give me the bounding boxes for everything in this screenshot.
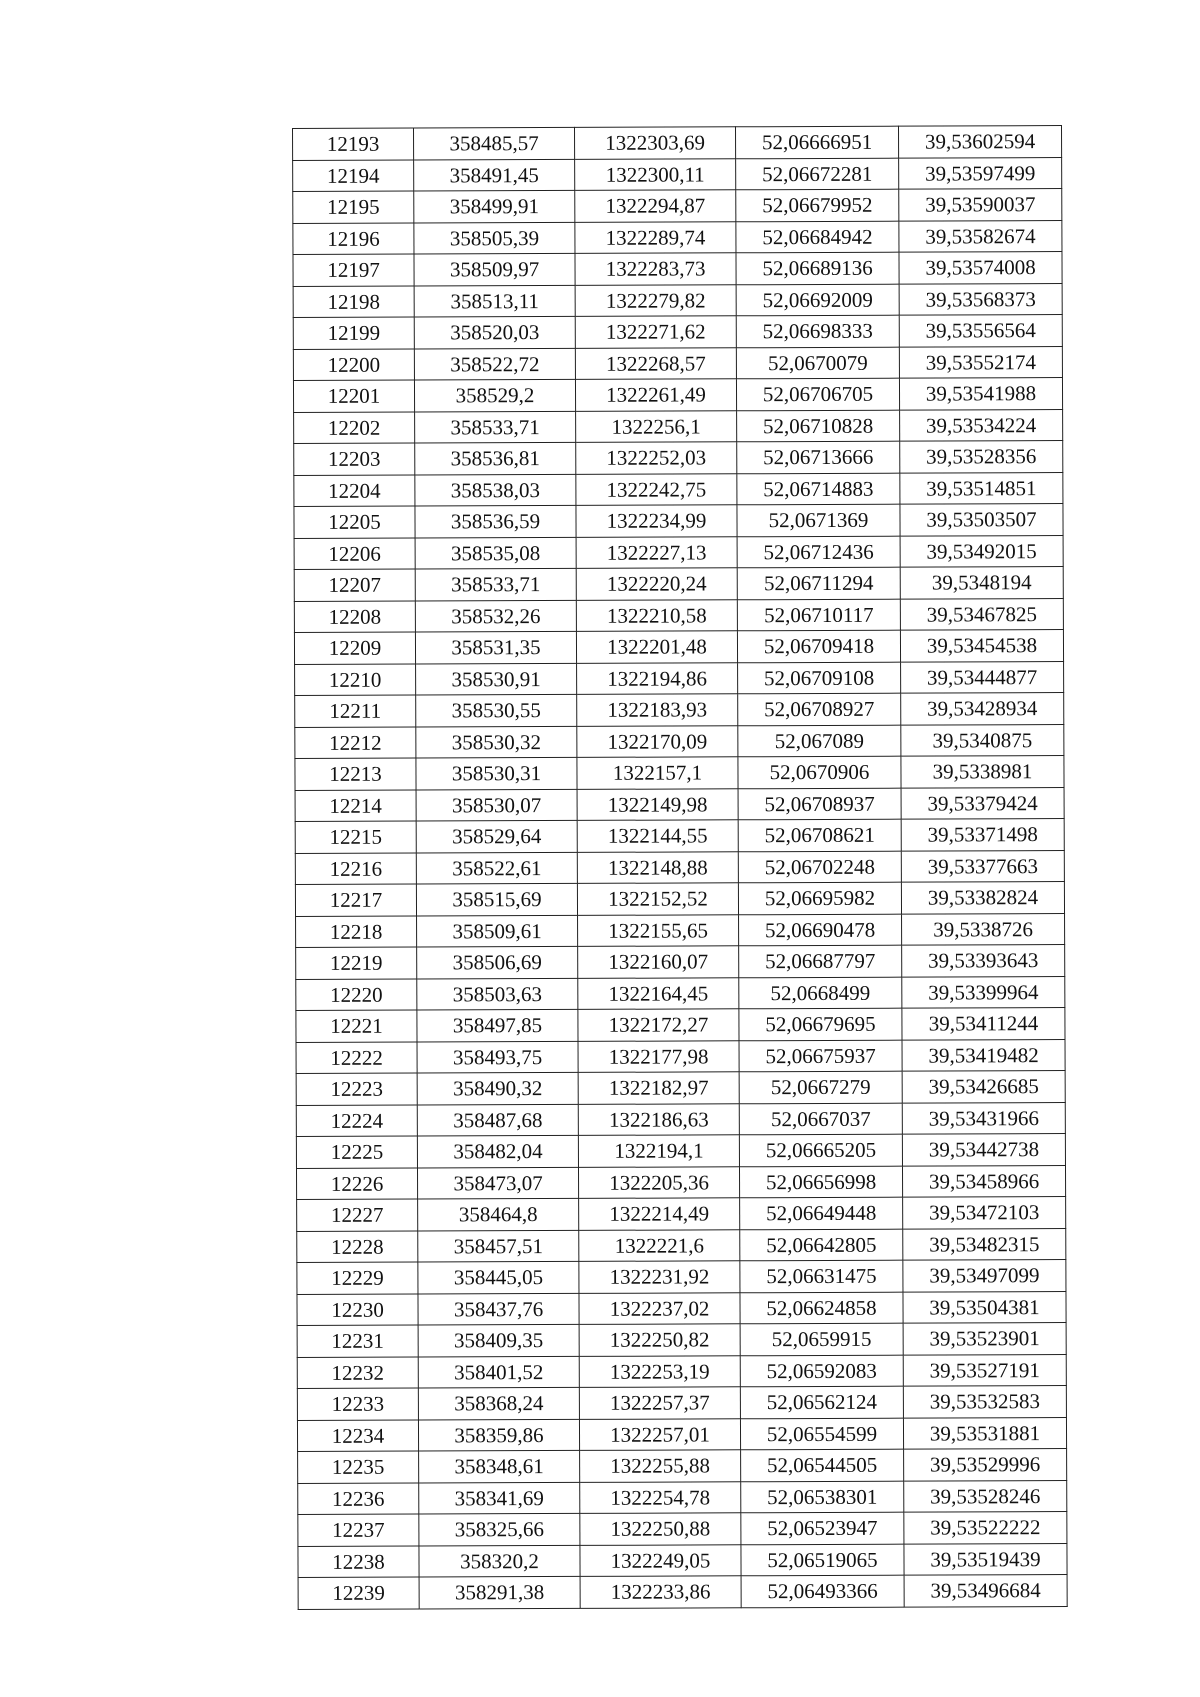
latitude-cell: 52,06710117 bbox=[737, 599, 900, 631]
latitude-cell: 52,06538301 bbox=[741, 1481, 904, 1513]
x-coordinate-cell: 358506,69 bbox=[417, 946, 578, 978]
point-number-cell: 12227 bbox=[297, 1199, 418, 1231]
longitude-cell: 39,53597499 bbox=[899, 157, 1062, 189]
latitude-cell: 52,06692009 bbox=[736, 284, 899, 316]
x-coordinate-cell: 358437,76 bbox=[418, 1293, 579, 1325]
y-coordinate-cell: 1322233,86 bbox=[580, 1576, 741, 1608]
point-number-cell: 12194 bbox=[293, 160, 414, 192]
point-number-cell: 12209 bbox=[294, 632, 415, 664]
table-row bbox=[295, 693, 1064, 727]
table-row bbox=[298, 1512, 1067, 1546]
x-coordinate-cell: 358497,85 bbox=[417, 1009, 578, 1041]
table-row bbox=[293, 346, 1062, 380]
y-coordinate-cell: 1322279,82 bbox=[575, 284, 736, 316]
x-coordinate-cell: 358368,24 bbox=[418, 1387, 579, 1419]
point-number-cell: 12230 bbox=[297, 1294, 418, 1326]
x-coordinate-cell: 358291,38 bbox=[419, 1576, 580, 1608]
longitude-cell: 39,53419482 bbox=[902, 1039, 1065, 1071]
x-coordinate-cell: 358530,91 bbox=[416, 663, 577, 695]
y-coordinate-cell: 1322250,82 bbox=[579, 1324, 740, 1356]
y-coordinate-cell: 1322170,09 bbox=[577, 725, 738, 757]
table-row bbox=[297, 1386, 1066, 1420]
longitude-cell: 39,53379424 bbox=[901, 787, 1064, 819]
table-row bbox=[296, 1039, 1065, 1073]
point-number-cell: 12207 bbox=[294, 569, 415, 601]
x-coordinate-cell: 358320,2 bbox=[419, 1545, 580, 1577]
longitude-cell: 39,53528246 bbox=[904, 1480, 1067, 1512]
longitude-cell: 39,53492015 bbox=[900, 535, 1063, 567]
y-coordinate-cell: 1322227,13 bbox=[576, 536, 737, 568]
y-coordinate-cell: 1322201,48 bbox=[576, 631, 737, 663]
latitude-cell: 52,0668499 bbox=[739, 977, 902, 1009]
y-coordinate-cell: 1322231,92 bbox=[579, 1261, 740, 1293]
latitude-cell: 52,06631475 bbox=[740, 1260, 903, 1292]
y-coordinate-cell: 1322254,78 bbox=[580, 1481, 741, 1513]
point-number-cell: 12211 bbox=[295, 695, 416, 727]
table-row bbox=[298, 1543, 1067, 1577]
y-coordinate-cell: 1322148,88 bbox=[577, 851, 738, 883]
point-number-cell: 12222 bbox=[296, 1042, 417, 1074]
y-coordinate-cell: 1322255,88 bbox=[580, 1450, 741, 1482]
longitude-cell: 39,5338726 bbox=[902, 913, 1065, 945]
x-coordinate-cell: 358348,61 bbox=[419, 1450, 580, 1482]
y-coordinate-cell: 1322253,19 bbox=[579, 1355, 740, 1387]
latitude-cell: 52,06624858 bbox=[740, 1292, 903, 1324]
longitude-cell: 39,53532583 bbox=[903, 1386, 1066, 1418]
longitude-cell: 39,53556564 bbox=[899, 315, 1062, 347]
y-coordinate-cell: 1322155,65 bbox=[578, 914, 739, 946]
point-number-cell: 12221 bbox=[296, 1010, 417, 1042]
point-number-cell: 12223 bbox=[296, 1073, 417, 1105]
y-coordinate-cell: 1322160,07 bbox=[578, 946, 739, 978]
table-row bbox=[296, 913, 1065, 947]
latitude-cell: 52,06665205 bbox=[739, 1134, 902, 1166]
y-coordinate-cell: 1322157,1 bbox=[577, 757, 738, 789]
table-row bbox=[295, 724, 1064, 758]
longitude-cell: 39,53467825 bbox=[900, 598, 1063, 630]
table-row bbox=[294, 472, 1063, 506]
latitude-cell: 52,06690478 bbox=[739, 914, 902, 946]
table-row bbox=[296, 945, 1065, 979]
table-row bbox=[293, 220, 1062, 254]
y-coordinate-cell: 1322172,27 bbox=[578, 1009, 739, 1041]
longitude-cell: 39,5338981 bbox=[901, 756, 1064, 788]
x-coordinate-cell: 358409,35 bbox=[418, 1324, 579, 1356]
y-coordinate-cell: 1322183,93 bbox=[577, 694, 738, 726]
point-number-cell: 12235 bbox=[298, 1451, 419, 1483]
x-coordinate-cell: 358503,63 bbox=[417, 978, 578, 1010]
longitude-cell: 39,53503507 bbox=[900, 504, 1063, 536]
longitude-cell: 39,53399964 bbox=[902, 976, 1065, 1008]
x-coordinate-cell: 358530,31 bbox=[416, 757, 577, 789]
x-coordinate-cell: 358538,03 bbox=[415, 474, 576, 506]
longitude-cell: 39,53527191 bbox=[903, 1354, 1066, 1386]
table-row bbox=[298, 1575, 1067, 1609]
x-coordinate-cell: 358325,66 bbox=[419, 1513, 580, 1545]
table-row bbox=[296, 1071, 1065, 1105]
latitude-cell: 52,06519065 bbox=[741, 1544, 904, 1576]
latitude-cell: 52,06679952 bbox=[736, 189, 899, 221]
longitude-cell: 39,53528356 bbox=[900, 441, 1063, 473]
longitude-cell: 39,53426685 bbox=[902, 1071, 1065, 1103]
x-coordinate-cell: 358457,51 bbox=[418, 1230, 579, 1262]
x-coordinate-cell: 358520,03 bbox=[414, 316, 575, 348]
point-number-cell: 12226 bbox=[296, 1168, 417, 1200]
y-coordinate-cell: 1322283,73 bbox=[575, 253, 736, 285]
y-coordinate-cell: 1322289,74 bbox=[575, 221, 736, 253]
table-body bbox=[293, 126, 1068, 1609]
x-coordinate-cell: 358505,39 bbox=[414, 222, 575, 254]
longitude-cell: 39,53602594 bbox=[898, 126, 1061, 158]
point-number-cell: 12206 bbox=[294, 538, 415, 570]
latitude-cell: 52,06493366 bbox=[741, 1575, 904, 1607]
longitude-cell: 39,53504381 bbox=[903, 1291, 1066, 1323]
latitude-cell: 52,06710828 bbox=[737, 410, 900, 442]
table-row bbox=[297, 1197, 1066, 1231]
longitude-cell: 39,53482315 bbox=[903, 1228, 1066, 1260]
y-coordinate-cell: 1322252,03 bbox=[576, 442, 737, 474]
latitude-cell: 52,06687797 bbox=[739, 945, 902, 977]
table-row bbox=[293, 378, 1062, 412]
point-number-cell: 12210 bbox=[295, 664, 416, 696]
table-row bbox=[294, 504, 1063, 538]
table-row bbox=[297, 1260, 1066, 1294]
table-row bbox=[296, 1102, 1065, 1136]
latitude-cell: 52,0659915 bbox=[740, 1323, 903, 1355]
table-row bbox=[294, 441, 1063, 475]
latitude-cell: 52,06713666 bbox=[737, 441, 900, 473]
point-number-cell: 12224 bbox=[296, 1105, 417, 1137]
x-coordinate-cell: 358530,32 bbox=[416, 726, 577, 758]
longitude-cell: 39,5340875 bbox=[901, 724, 1064, 756]
table-row bbox=[295, 756, 1064, 790]
point-number-cell: 12195 bbox=[293, 191, 414, 223]
table-row bbox=[294, 567, 1063, 601]
longitude-cell: 39,53534224 bbox=[900, 409, 1063, 441]
longitude-cell: 39,53411244 bbox=[902, 1008, 1065, 1040]
latitude-cell: 52,0670079 bbox=[736, 347, 899, 379]
y-coordinate-cell: 1322271,62 bbox=[575, 316, 736, 348]
point-number-cell: 12229 bbox=[297, 1262, 418, 1294]
coordinates-table bbox=[292, 125, 1068, 1609]
latitude-cell: 52,0667279 bbox=[739, 1071, 902, 1103]
x-coordinate-cell: 358493,75 bbox=[417, 1041, 578, 1073]
y-coordinate-cell: 1322164,45 bbox=[578, 977, 739, 1009]
point-number-cell: 12225 bbox=[296, 1136, 417, 1168]
y-coordinate-cell: 1322256,1 bbox=[576, 410, 737, 442]
y-coordinate-cell: 1322144,55 bbox=[577, 820, 738, 852]
longitude-cell: 39,53496684 bbox=[904, 1575, 1067, 1607]
point-number-cell: 12220 bbox=[296, 979, 417, 1011]
y-coordinate-cell: 1322221,6 bbox=[579, 1229, 740, 1261]
point-number-cell: 12232 bbox=[297, 1357, 418, 1389]
point-number-cell: 12234 bbox=[297, 1420, 418, 1452]
point-number-cell: 12205 bbox=[294, 506, 415, 538]
x-coordinate-cell: 358445,05 bbox=[418, 1261, 579, 1293]
longitude-cell: 39,53382824 bbox=[901, 882, 1064, 914]
point-number-cell: 12197 bbox=[293, 254, 414, 286]
table-row bbox=[296, 976, 1065, 1010]
y-coordinate-cell: 1322214,49 bbox=[579, 1198, 740, 1230]
y-coordinate-cell: 1322149,98 bbox=[577, 788, 738, 820]
table-row bbox=[294, 630, 1063, 664]
latitude-cell: 52,06642805 bbox=[740, 1229, 903, 1261]
table-row bbox=[293, 126, 1062, 160]
longitude-cell: 39,53522222 bbox=[904, 1512, 1067, 1544]
x-coordinate-cell: 358401,52 bbox=[418, 1356, 579, 1388]
table-row bbox=[294, 598, 1063, 632]
x-coordinate-cell: 358491,45 bbox=[414, 159, 575, 191]
y-coordinate-cell: 1322303,69 bbox=[574, 127, 735, 159]
point-number-cell: 12214 bbox=[295, 790, 416, 822]
x-coordinate-cell: 358533,71 bbox=[415, 411, 576, 443]
longitude-cell: 39,53590037 bbox=[899, 189, 1062, 221]
table-row bbox=[294, 535, 1063, 569]
latitude-cell: 52,067089 bbox=[738, 725, 901, 757]
table-row bbox=[295, 787, 1064, 821]
point-number-cell: 12239 bbox=[298, 1577, 419, 1609]
x-coordinate-cell: 358473,07 bbox=[417, 1167, 578, 1199]
latitude-cell: 52,0670906 bbox=[738, 756, 901, 788]
point-number-cell: 12216 bbox=[295, 853, 416, 885]
latitude-cell: 52,06695982 bbox=[738, 882, 901, 914]
point-number-cell: 12238 bbox=[298, 1546, 419, 1578]
y-coordinate-cell: 1322237,02 bbox=[579, 1292, 740, 1324]
latitude-cell: 52,0671369 bbox=[737, 504, 900, 536]
x-coordinate-cell: 358530,55 bbox=[416, 694, 577, 726]
latitude-cell: 52,06554599 bbox=[740, 1418, 903, 1450]
y-coordinate-cell: 1322182,97 bbox=[578, 1072, 739, 1104]
y-coordinate-cell: 1322242,75 bbox=[576, 473, 737, 505]
latitude-cell: 52,06711294 bbox=[737, 567, 900, 599]
table-row bbox=[296, 1134, 1065, 1168]
longitude-cell: 39,5348194 bbox=[900, 567, 1063, 599]
x-coordinate-cell: 358533,71 bbox=[415, 568, 576, 600]
latitude-cell: 52,06679695 bbox=[739, 1008, 902, 1040]
latitude-cell: 52,06709418 bbox=[737, 630, 900, 662]
table-row bbox=[294, 409, 1063, 443]
y-coordinate-cell: 1322210,58 bbox=[576, 599, 737, 631]
table-row bbox=[293, 315, 1062, 349]
y-coordinate-cell: 1322205,36 bbox=[578, 1166, 739, 1198]
x-coordinate-cell: 358529,2 bbox=[414, 379, 575, 411]
table-row bbox=[295, 850, 1064, 884]
longitude-cell: 39,53568373 bbox=[899, 283, 1062, 315]
point-number-cell: 12217 bbox=[295, 884, 416, 916]
latitude-cell: 52,06698333 bbox=[736, 315, 899, 347]
latitude-cell: 52,06666951 bbox=[735, 126, 898, 158]
point-number-cell: 12231 bbox=[297, 1325, 418, 1357]
latitude-cell: 52,06708927 bbox=[738, 693, 901, 725]
longitude-cell: 39,53371498 bbox=[901, 819, 1064, 851]
latitude-cell: 52,06708621 bbox=[738, 819, 901, 851]
point-number-cell: 12233 bbox=[297, 1388, 418, 1420]
latitude-cell: 52,06709108 bbox=[738, 662, 901, 694]
x-coordinate-cell: 358536,59 bbox=[415, 505, 576, 537]
longitude-cell: 39,53458966 bbox=[902, 1165, 1065, 1197]
x-coordinate-cell: 358482,04 bbox=[417, 1135, 578, 1167]
x-coordinate-cell: 358359,86 bbox=[418, 1419, 579, 1451]
latitude-cell: 52,06544505 bbox=[741, 1449, 904, 1481]
point-number-cell: 12202 bbox=[294, 412, 415, 444]
latitude-cell: 52,06706705 bbox=[736, 378, 899, 410]
longitude-cell: 39,53552174 bbox=[899, 346, 1062, 378]
longitude-cell: 39,53472103 bbox=[903, 1197, 1066, 1229]
point-number-cell: 12237 bbox=[298, 1514, 419, 1546]
x-coordinate-cell: 358513,11 bbox=[414, 285, 575, 317]
y-coordinate-cell: 1322186,63 bbox=[578, 1103, 739, 1135]
table-row bbox=[297, 1354, 1066, 1388]
table-row bbox=[296, 1165, 1065, 1199]
point-number-cell: 12200 bbox=[293, 349, 414, 381]
longitude-cell: 39,53531881 bbox=[903, 1417, 1066, 1449]
latitude-cell: 52,06649448 bbox=[740, 1197, 903, 1229]
table-row bbox=[297, 1228, 1066, 1262]
longitude-cell: 39,53454538 bbox=[900, 630, 1063, 662]
point-number-cell: 12208 bbox=[294, 601, 415, 633]
table-row bbox=[295, 661, 1064, 695]
point-number-cell: 12228 bbox=[297, 1231, 418, 1263]
x-coordinate-cell: 358490,32 bbox=[417, 1072, 578, 1104]
latitude-cell: 52,06712436 bbox=[737, 536, 900, 568]
x-coordinate-cell: 358509,97 bbox=[414, 253, 575, 285]
longitude-cell: 39,53529996 bbox=[904, 1449, 1067, 1481]
point-number-cell: 12201 bbox=[293, 380, 414, 412]
longitude-cell: 39,53444877 bbox=[901, 661, 1064, 693]
y-coordinate-cell: 1322177,98 bbox=[578, 1040, 739, 1072]
y-coordinate-cell: 1322257,01 bbox=[579, 1418, 740, 1450]
table-row bbox=[296, 1008, 1065, 1042]
latitude-cell: 52,06702248 bbox=[738, 851, 901, 883]
table-row bbox=[293, 252, 1062, 286]
point-number-cell: 12196 bbox=[293, 223, 414, 255]
longitude-cell: 39,53514851 bbox=[900, 472, 1063, 504]
x-coordinate-cell: 358529,64 bbox=[416, 820, 577, 852]
longitude-cell: 39,53393643 bbox=[902, 945, 1065, 977]
y-coordinate-cell: 1322250,88 bbox=[580, 1513, 741, 1545]
point-number-cell: 12204 bbox=[294, 475, 415, 507]
latitude-cell: 52,06592083 bbox=[740, 1355, 903, 1387]
longitude-cell: 39,53523901 bbox=[903, 1323, 1066, 1355]
x-coordinate-cell: 358531,35 bbox=[415, 631, 576, 663]
point-number-cell: 12236 bbox=[298, 1483, 419, 1515]
x-coordinate-cell: 358515,69 bbox=[416, 883, 577, 915]
table-row bbox=[295, 882, 1064, 916]
y-coordinate-cell: 1322194,86 bbox=[577, 662, 738, 694]
table-row bbox=[293, 189, 1062, 223]
x-coordinate-cell: 358522,72 bbox=[414, 348, 575, 380]
longitude-cell: 39,53574008 bbox=[899, 252, 1062, 284]
latitude-cell: 52,06562124 bbox=[740, 1386, 903, 1418]
longitude-cell: 39,53442738 bbox=[902, 1134, 1065, 1166]
y-coordinate-cell: 1322234,99 bbox=[576, 505, 737, 537]
longitude-cell: 39,53431966 bbox=[902, 1102, 1065, 1134]
x-coordinate-cell: 358487,68 bbox=[417, 1104, 578, 1136]
y-coordinate-cell: 1322268,57 bbox=[575, 347, 736, 379]
table-row bbox=[297, 1291, 1066, 1325]
y-coordinate-cell: 1322220,24 bbox=[576, 568, 737, 600]
x-coordinate-cell: 358532,26 bbox=[415, 600, 576, 632]
longitude-cell: 39,53582674 bbox=[899, 220, 1062, 252]
y-coordinate-cell: 1322152,52 bbox=[577, 883, 738, 915]
point-number-cell: 12199 bbox=[293, 317, 414, 349]
table-row bbox=[298, 1449, 1067, 1483]
table-row bbox=[297, 1323, 1066, 1357]
longitude-cell: 39,53377663 bbox=[901, 850, 1064, 882]
longitude-cell: 39,53497099 bbox=[903, 1260, 1066, 1292]
x-coordinate-cell: 358522,61 bbox=[416, 852, 577, 884]
point-number-cell: 12218 bbox=[296, 916, 417, 948]
point-number-cell: 12193 bbox=[293, 128, 414, 160]
latitude-cell: 52,06714883 bbox=[737, 473, 900, 505]
y-coordinate-cell: 1322261,49 bbox=[575, 379, 736, 411]
latitude-cell: 52,06672281 bbox=[736, 158, 899, 190]
x-coordinate-cell: 358341,69 bbox=[419, 1482, 580, 1514]
y-coordinate-cell: 1322194,1 bbox=[578, 1135, 739, 1167]
latitude-cell: 52,0667037 bbox=[739, 1103, 902, 1135]
x-coordinate-cell: 358536,81 bbox=[415, 442, 576, 474]
point-number-cell: 12219 bbox=[296, 947, 417, 979]
longitude-cell: 39,53519439 bbox=[904, 1543, 1067, 1575]
x-coordinate-cell: 358499,91 bbox=[414, 190, 575, 222]
y-coordinate-cell: 1322257,37 bbox=[579, 1387, 740, 1419]
latitude-cell: 52,06684942 bbox=[736, 221, 899, 253]
x-coordinate-cell: 358464,8 bbox=[418, 1198, 579, 1230]
table-row bbox=[293, 157, 1062, 191]
x-coordinate-cell: 358485,57 bbox=[414, 127, 575, 159]
longitude-cell: 39,53428934 bbox=[901, 693, 1064, 725]
table-row bbox=[293, 283, 1062, 317]
table-row bbox=[295, 819, 1064, 853]
point-number-cell: 12203 bbox=[294, 443, 415, 475]
y-coordinate-cell: 1322300,11 bbox=[575, 158, 736, 190]
y-coordinate-cell: 1322249,05 bbox=[580, 1544, 741, 1576]
latitude-cell: 52,06689136 bbox=[736, 252, 899, 284]
y-coordinate-cell: 1322294,87 bbox=[575, 190, 736, 222]
table-row bbox=[297, 1417, 1066, 1451]
longitude-cell: 39,53541988 bbox=[899, 378, 1062, 410]
x-coordinate-cell: 358530,07 bbox=[416, 789, 577, 821]
latitude-cell: 52,06708937 bbox=[738, 788, 901, 820]
point-number-cell: 12215 bbox=[295, 821, 416, 853]
x-coordinate-cell: 358509,61 bbox=[417, 915, 578, 947]
table-row bbox=[298, 1480, 1067, 1514]
latitude-cell: 52,06656998 bbox=[739, 1166, 902, 1198]
latitude-cell: 52,06523947 bbox=[741, 1512, 904, 1544]
point-number-cell: 12212 bbox=[295, 727, 416, 759]
x-coordinate-cell: 358535,08 bbox=[415, 537, 576, 569]
point-number-cell: 12198 bbox=[293, 286, 414, 318]
latitude-cell: 52,06675937 bbox=[739, 1040, 902, 1072]
point-number-cell: 12213 bbox=[295, 758, 416, 790]
